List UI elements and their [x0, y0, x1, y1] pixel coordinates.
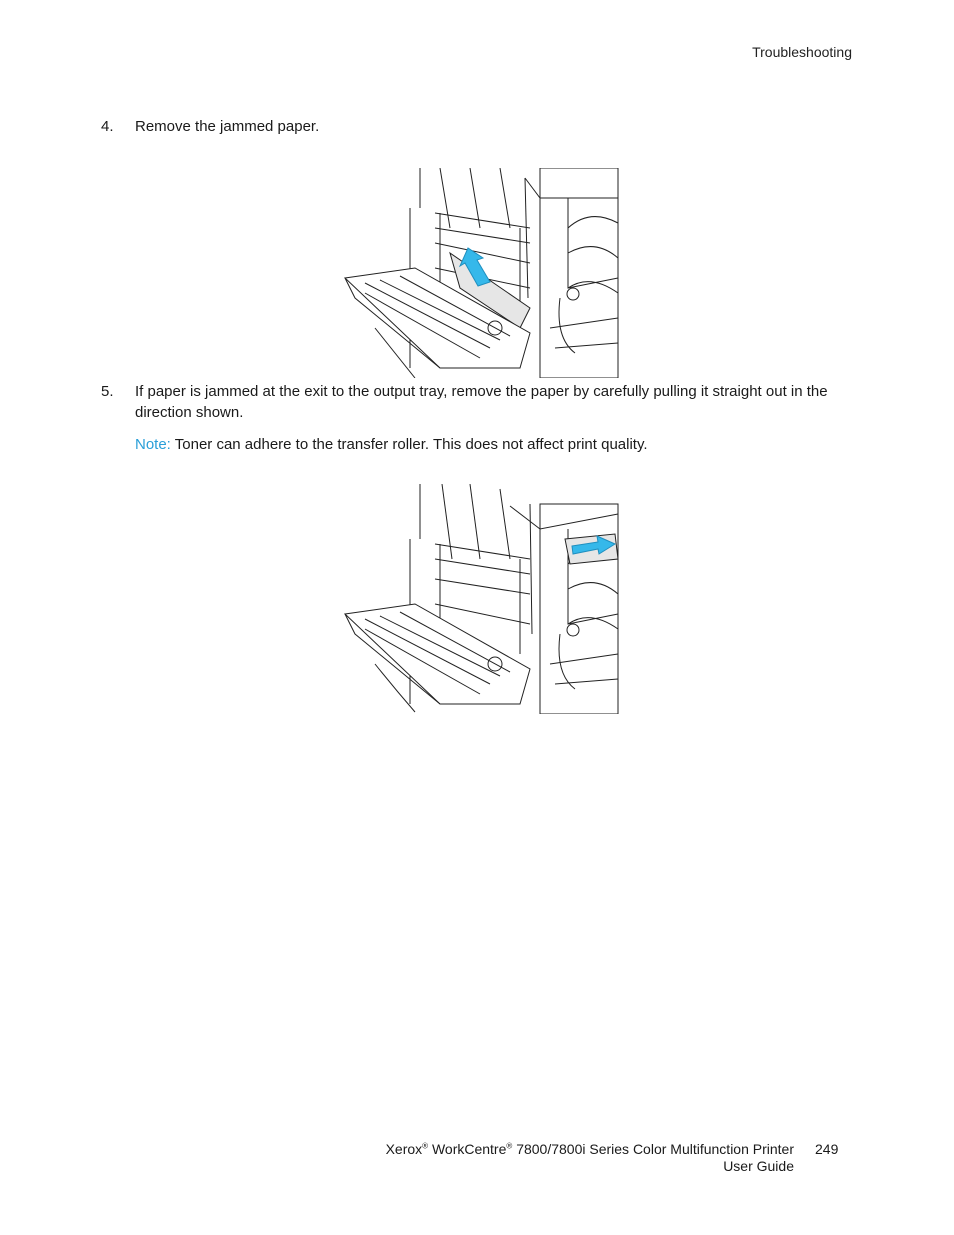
step-text: Remove the jammed paper. — [135, 118, 320, 135]
footer-guide: User Guide — [723, 1158, 794, 1174]
footer-product-prefix: WorkCentre — [431, 1141, 507, 1157]
footer-product-suffix: 7800/7800i Series Color Multifunction Printer — [516, 1141, 794, 1157]
footer-product-line — [386, 1141, 794, 1158]
figure-remove-jammed-paper — [340, 168, 620, 378]
footer-product — [386, 1141, 794, 1175]
running-header: Troubleshooting — [752, 44, 852, 60]
step-5 — [101, 381, 841, 423]
step-number: 5. — [101, 383, 114, 400]
footer-reg-mark: ® — [506, 1141, 513, 1151]
note-text: Toner can adhere to the transfer roller. This does not affect print quality. — [170, 436, 648, 453]
footer-brand: Xerox — [385, 1141, 423, 1157]
footer-reg-mark: ® — [422, 1141, 429, 1151]
step-number: 4. — [101, 118, 114, 135]
note — [135, 434, 835, 455]
page-number: 249 — [815, 1141, 839, 1157]
step-text: If paper is jammed at the exit to the output tray, remove the paper by carefully pulling it straight out in the direction shown. — [135, 383, 828, 421]
step-4 — [101, 116, 841, 137]
note-label: Note: — [135, 436, 171, 453]
figure-remove-paper-output-tray — [340, 484, 620, 714]
